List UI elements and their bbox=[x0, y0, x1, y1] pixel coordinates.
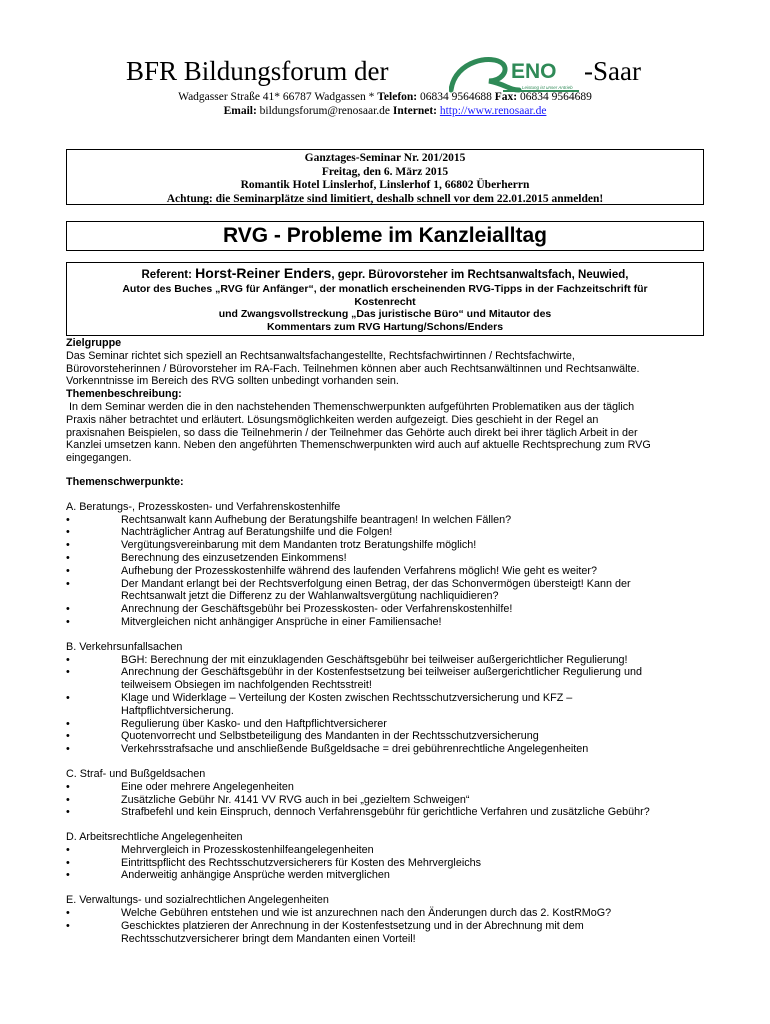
topic-section bbox=[66, 894, 706, 945]
referent-label: Referent: bbox=[141, 269, 192, 281]
bullet-icon: • bbox=[66, 743, 70, 756]
list-item-text: BGH: Berechnung der mit einzuklagenden Geschäftsgebühr bei teilweiser außergerichtlicher Regulierung! bbox=[121, 653, 628, 666]
bullet-icon: • bbox=[66, 603, 70, 616]
topic-section bbox=[66, 501, 706, 629]
topic-section bbox=[66, 831, 706, 882]
list-item bbox=[66, 539, 706, 552]
zielgruppe-line: Bürovorsteherinnen / Bürovorsteher im RA-Fach. Teilnehmen können aber auch Rechtsanwältinnen und Rechtsanwälte. bbox=[66, 362, 640, 375]
topic-section-heading: D. Arbeitsrechtliche Angelegenheiten bbox=[66, 831, 243, 844]
seminar-number: Ganztages-Seminar Nr. 201/2015 bbox=[304, 152, 466, 164]
list-item-text: Mitvergleichen nicht anhängiger Ansprüche in einer Familiensache! bbox=[121, 615, 442, 628]
reno-logo bbox=[449, 54, 581, 94]
referent-box bbox=[66, 262, 704, 336]
phone-label: Telefon: bbox=[377, 91, 418, 103]
email: bildungsforum@renosaar.de bbox=[259, 105, 391, 117]
list-item bbox=[66, 578, 706, 604]
list-item bbox=[66, 526, 706, 539]
list-item-text: Zusätzliche Gebühr Nr. 4141 VV RVG auch in bei „gezieltem Schweigen“ bbox=[121, 793, 470, 806]
list-item bbox=[66, 616, 706, 629]
internet-label: Internet: bbox=[392, 105, 437, 117]
list-item-text: Berechnung des einzusetzenden Einkommens! bbox=[121, 551, 347, 564]
themenbeschreibung-line: eingegangen. bbox=[66, 452, 132, 465]
list-item-text: Eintrittspflicht des Rechtsschutzversicherers für Kosten des Mehrvergleichs bbox=[121, 856, 482, 869]
themenschwerpunkte-heading: Themenschwerpunkte: bbox=[66, 475, 184, 488]
list-item bbox=[66, 907, 706, 920]
bullet-icon: • bbox=[66, 730, 70, 743]
list-item bbox=[66, 730, 706, 743]
list-item bbox=[66, 743, 706, 756]
logo-tagline: Leistung ist unser Antrieb bbox=[522, 85, 573, 90]
referent-line-5: Kommentars zum RVG Hartung/Schons/Enders bbox=[266, 320, 504, 333]
bullet-icon: • bbox=[66, 717, 70, 730]
zielgruppe-line: Das Seminar richtet sich speziell an Rechtsanwaltsfachangestellte, Rechtsfachwirtinnen / Rechtsfachwirte, bbox=[66, 349, 575, 362]
referent-line-2: Autor des Buches „RVG für Anfänger“, der monatlich erscheinenden RVG-Tipps in der Fachzeitschrift für bbox=[122, 283, 648, 295]
list-item-text: Regulierung über Kasko- und den Haftpflichtversicherer bbox=[121, 717, 387, 730]
list-item bbox=[66, 603, 706, 616]
referent-line-3: Kostenrecht bbox=[354, 295, 416, 308]
themenbeschreibung-line: In dem Seminar werden die in den nachstehenden Themenschwerpunkten aufgeführten Problematiken aus der täglich bbox=[66, 400, 635, 413]
list-item-text: Nachträglicher Antrag auf Beratungshilfe und die Folgen! bbox=[121, 526, 393, 539]
referent-line-4: und Zwangsvollstreckung „Das juristische Büro“ und Mitautor des bbox=[218, 308, 552, 320]
list-item bbox=[66, 920, 706, 946]
list-item-text: Welche Gebühren entstehen und wie ist anzurechnen nach den Änderungen durch das 2. KostRMoG? bbox=[121, 907, 612, 920]
themenbeschreibung-line: Praxis näher betrachtet und erläutert. Lösungsmöglichkeiten werden aufgezeigt. Dies geschieht in der Regel an bbox=[66, 413, 599, 426]
topic-section-heading: C. Straf- und Bußgeldsachen bbox=[66, 767, 206, 780]
bullet-icon: • bbox=[66, 806, 70, 819]
bullet-icon: • bbox=[66, 919, 70, 932]
list-item bbox=[66, 514, 706, 527]
list-item-text: Quotenvorrecht und Selbstbeteiligung des Mandanten in der Rechtsschutzversicherung bbox=[121, 730, 539, 743]
seminar-description bbox=[66, 337, 706, 945]
list-item-text: Anrechnung der Geschäftsgebühr in der Kostenfestsetzung bei teilweiser außergerichtlicher Regulierung und bbox=[121, 666, 642, 679]
bullet-icon: • bbox=[66, 653, 70, 666]
list-item-text: Aufhebung der Prozesskostenhilfe während des laufenden Verfahrens möglich! Wie geht es weiter? bbox=[121, 564, 597, 577]
bullet-icon: • bbox=[66, 869, 70, 882]
list-item-text: Strafbefehl und kein Einspruch, dennoch Verfahrensgebühr für gerichtliche Verfahren und zusätzliche Gebühr? bbox=[121, 806, 650, 819]
topic-section bbox=[66, 641, 706, 756]
list-item bbox=[66, 552, 706, 565]
contact-line-1 bbox=[0, 90, 770, 104]
topic-section-heading: E. Verwaltungs- und sozialrechtlichen Angelegenheiten bbox=[66, 894, 329, 907]
list-item-text: Der Mandant erlangt bei der Rechtsverfolgung einen Betrag, der das Schonvermögen übersteigt! Kann der bbox=[121, 577, 631, 590]
list-item bbox=[66, 718, 706, 731]
list-item-text: Mehrvergleich in Prozesskostenhilfeangelegenheiten bbox=[121, 843, 374, 856]
bullet-icon: • bbox=[66, 577, 70, 590]
main-title-box bbox=[66, 221, 704, 251]
phone: 06834 9564688 bbox=[420, 91, 492, 103]
bullet-icon: • bbox=[66, 907, 70, 920]
themenbeschreibung-line: Kanzlei umsetzen kann. Neben den angeführten Themenschwerpunkten wird auch auf aktuelle Rechtsprechung zum RVG bbox=[66, 439, 651, 452]
contact-line-2 bbox=[0, 104, 770, 118]
list-item bbox=[66, 844, 706, 857]
bullet-icon: • bbox=[66, 691, 70, 704]
fax: 06834 9564689 bbox=[519, 91, 592, 103]
bullet-icon: • bbox=[66, 526, 70, 539]
seminar-location: Romantik Hotel Linslerhof, Linslerhof 1, 66802 Überherrn bbox=[240, 179, 530, 191]
list-item-text: Geschicktes platzieren der Anrechnung in der Kostenfestsetzung und in der Abrechnung mit dem bbox=[121, 919, 584, 932]
themenbeschreibung-line: praxisnahen Beispielen, so dass die Teilnehmerin / der Teilnehmer das Gehörte auch direkt bei ihrer täglich Arbeit in der bbox=[66, 426, 638, 439]
bullet-icon: • bbox=[66, 615, 70, 628]
bullet-icon: • bbox=[66, 793, 70, 806]
list-item-text: Haftpflichtversicherung. bbox=[121, 704, 234, 717]
referent-role: , gepr. Bürovorsteher im Rechtsanwaltsfach, Neuwied, bbox=[331, 269, 629, 281]
list-item-text: Rechtsschutzversicherer bringt dem Mandanten einen Vorteil! bbox=[121, 932, 416, 945]
list-item-text: teilweisem Obsiegen im nachfolgenden Rechtsstreit! bbox=[121, 679, 372, 692]
seminar-notice: Achtung: die Seminarplätze sind limitiert, deshalb schnell vor dem 22.01.2015 anmelden! bbox=[166, 192, 604, 205]
seminar-date: Freitag, den 6. März 2015 bbox=[321, 165, 449, 178]
bullet-icon: • bbox=[66, 539, 70, 552]
list-item-text: Anrechnung der Geschäftsgebühr bei Prozesskosten- oder Verfahrenskostenhilfe! bbox=[121, 603, 513, 616]
address: Wadgasser Straße 41* 66787 Wadgassen * bbox=[178, 91, 375, 103]
list-item bbox=[66, 857, 706, 870]
website-link[interactable]: http://www.renosaar.de bbox=[439, 105, 547, 117]
bullet-icon: • bbox=[66, 780, 70, 793]
bullet-icon: • bbox=[66, 666, 70, 679]
list-item-text: Eine oder mehrere Angelegenheiten bbox=[121, 780, 294, 793]
list-item bbox=[66, 565, 706, 578]
list-item bbox=[66, 654, 706, 667]
list-item bbox=[66, 692, 706, 718]
letterhead-title-left: BFR Bildungsforum der bbox=[126, 56, 389, 86]
topic-section bbox=[66, 768, 706, 819]
bullet-icon: • bbox=[66, 564, 70, 577]
zielgruppe-heading: Zielgruppe bbox=[66, 337, 122, 349]
zielgruppe-line: Vorkenntnisse im Bereich des RVG sollten unbedingt vorhanden sein. bbox=[66, 375, 399, 388]
fax-label: Fax: bbox=[494, 91, 518, 103]
topic-section-heading: A. Beratungs-, Prozesskosten- und Verfahrenskostenhilfe bbox=[66, 500, 341, 513]
referent-line bbox=[67, 266, 703, 283]
list-item bbox=[66, 781, 706, 794]
seminar-info-box bbox=[66, 149, 704, 205]
list-item-text: Anderweitig anhängige Ansprüche werden mitverglichen bbox=[121, 869, 390, 882]
list-item-text: Rechtsanwalt jetzt die Differenz zu der Wahlanwaltsvergütung nachliquidieren? bbox=[121, 590, 499, 603]
topic-sections bbox=[66, 501, 706, 946]
list-item-text: Klage und Widerklage – Verteilung der Kosten zwischen Rechtsschutzversicherung und KFZ – bbox=[121, 691, 573, 704]
contact-info bbox=[0, 90, 770, 118]
logo-text: ENO bbox=[511, 60, 557, 83]
themenbeschreibung-heading: Themenbeschreibung: bbox=[66, 388, 182, 401]
list-item-text: Verkehrsstrafsache und anschließende Bußgeldsache = drei gebührenrechtliche Angelegenheiten bbox=[121, 743, 589, 756]
list-item-text: Vergütungsvereinbarung mit dem Mandanten trotz Beratungshilfe möglich! bbox=[121, 539, 477, 552]
bullet-icon: • bbox=[66, 856, 70, 869]
main-title: RVG - Probleme im Kanzleialltag bbox=[222, 224, 548, 247]
list-item bbox=[66, 666, 706, 692]
list-item bbox=[66, 869, 706, 882]
email-label: Email: bbox=[223, 105, 257, 117]
bullet-icon: • bbox=[66, 843, 70, 856]
bullet-icon: • bbox=[66, 551, 70, 564]
referent-name: Horst-Reiner Enders bbox=[195, 265, 332, 281]
list-item bbox=[66, 806, 706, 819]
list-item bbox=[66, 794, 706, 807]
list-item-text: Rechtsanwalt kann Aufhebung der Beratungshilfe beantragen! In welchen Fällen? bbox=[121, 513, 512, 526]
topic-section-heading: B. Verkehrsunfallsachen bbox=[66, 640, 183, 653]
letterhead-title-right: -Saar bbox=[584, 56, 641, 86]
bullet-icon: • bbox=[66, 513, 70, 526]
